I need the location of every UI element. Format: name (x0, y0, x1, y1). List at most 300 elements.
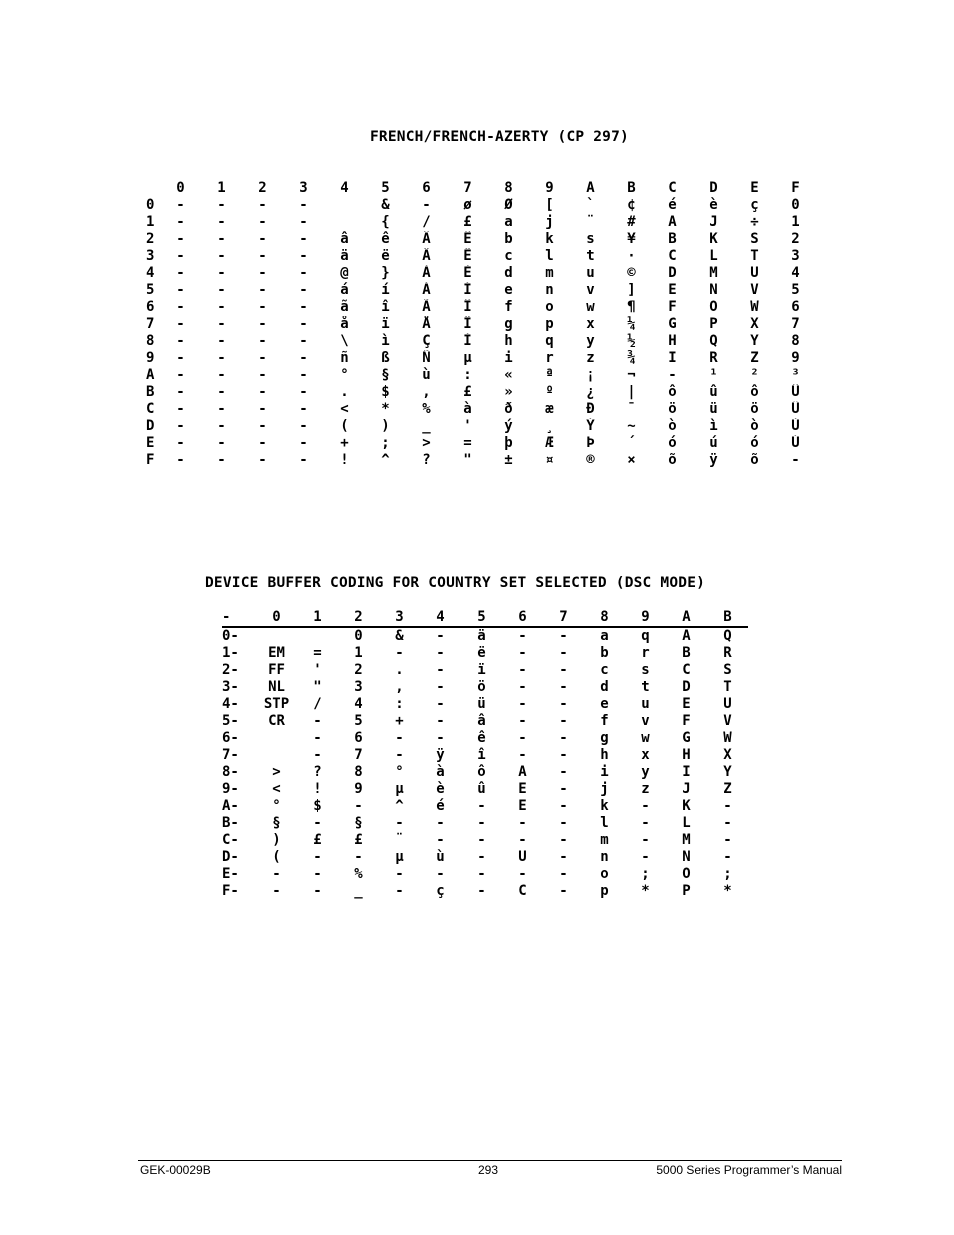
code-cell: ¹ (709, 367, 718, 383)
code-cell: x (641, 747, 650, 763)
code-cell: J (682, 781, 691, 797)
code-cell: p (600, 883, 609, 899)
table-row (146, 214, 816, 231)
code-cell: í (381, 282, 390, 298)
code-cell: - (518, 832, 527, 848)
code-cell: ° (272, 798, 281, 814)
code-cell: Ç (422, 333, 431, 349)
code-cell: - (176, 197, 185, 213)
column-header: 3 (299, 180, 308, 196)
code-cell: - (217, 265, 226, 281)
code-cell: { (381, 214, 390, 230)
code-cell: - (559, 679, 568, 695)
code-cell: û (709, 384, 718, 400)
code-cell: M (682, 832, 691, 848)
code-cell: 8 (791, 333, 800, 349)
row-header: 4- (222, 696, 239, 712)
code-cell: - (299, 316, 308, 332)
code-cell: D (682, 679, 691, 695)
code-cell: l (545, 248, 554, 264)
dsc-buffer-coding-table (222, 609, 748, 900)
code-cell: ? (422, 452, 431, 468)
code-cell: [ (545, 197, 554, 213)
column-header: 3 (379, 609, 420, 627)
code-cell: u (641, 696, 650, 712)
code-cell: d (600, 679, 609, 695)
code-cell: X (750, 316, 759, 332)
row-header: 5- (222, 713, 239, 729)
code-cell: m (545, 265, 554, 281)
code-cell: 4 (354, 696, 363, 712)
table-row (146, 299, 816, 316)
code-cell: 7 (791, 316, 800, 332)
code-cell: þ (504, 435, 513, 451)
table-row (222, 747, 748, 764)
code-cell: ´ (627, 435, 636, 451)
code-cell (324, 197, 365, 214)
code-cell: = (313, 645, 322, 661)
column-header: 0 (176, 180, 185, 196)
code-cell: Æ (545, 435, 554, 451)
code-cell: - (723, 849, 732, 865)
code-cell: * (723, 883, 732, 899)
code-cell: Ð (586, 401, 595, 417)
code-cell: - (477, 866, 486, 882)
code-cell: ë (477, 645, 486, 661)
code-cell: - (436, 645, 445, 661)
code-cell: - (258, 418, 267, 434)
code-cell: ð (504, 401, 513, 417)
code-cell: r (641, 645, 650, 661)
code-cell: â (340, 231, 349, 247)
code-cell: - (299, 231, 308, 247)
code-cell: - (477, 849, 486, 865)
code-cell: E (518, 798, 527, 814)
code-cell: - (299, 367, 308, 383)
code-cell: T (750, 248, 759, 264)
code-cell: E (518, 781, 527, 797)
code-cell: 8 (354, 764, 363, 780)
code-cell: - (176, 231, 185, 247)
code-cell: V (723, 713, 732, 729)
code-cell: - (176, 282, 185, 298)
code-cell: - (559, 883, 568, 899)
code-cell: - (723, 832, 732, 848)
code-cell: t (586, 248, 595, 264)
code-cell: - (299, 282, 308, 298)
column-header: 4 (340, 180, 349, 196)
code-cell: 6 (791, 299, 800, 315)
code-cell: Â (422, 231, 431, 247)
code-cell: v (586, 282, 595, 298)
code-cell: - (518, 679, 527, 695)
code-cell: - (217, 316, 226, 332)
column-header: 8 (504, 180, 513, 196)
row-header: 5 (146, 282, 155, 298)
code-cell: - (299, 401, 308, 417)
code-cell: - (723, 815, 732, 831)
code-cell: - (217, 214, 226, 230)
code-cell: V (750, 282, 759, 298)
code-cell: - (559, 662, 568, 678)
code-cell: ; (381, 435, 390, 451)
code-cell: × (627, 452, 636, 468)
footer-rule (138, 1160, 842, 1161)
code-cell: C (668, 248, 677, 264)
code-cell: - (299, 265, 308, 281)
code-cell: L (682, 815, 691, 831)
code-cell: - (299, 197, 308, 213)
code-cell (256, 627, 297, 645)
code-cell: 3 (791, 248, 800, 264)
code-cell: - (518, 747, 527, 763)
code-cell: - (559, 832, 568, 848)
column-header: 8 (584, 609, 625, 627)
code-cell: - (176, 214, 185, 230)
code-cell: # (627, 214, 636, 230)
code-cell: ° (340, 367, 349, 383)
table-row (222, 645, 748, 662)
code-cell: p (545, 316, 554, 332)
code-cell: - (641, 832, 650, 848)
column-header: 5 (381, 180, 390, 196)
row-header: 6- (222, 730, 239, 746)
code-cell: FF (268, 662, 285, 678)
code-cell: - (436, 713, 445, 729)
code-cell: ¶ (627, 299, 636, 315)
row-header: D- (222, 849, 239, 865)
table-row (146, 197, 816, 214)
code-cell: ý (504, 418, 513, 434)
code-cell: - (313, 866, 322, 882)
code-cell: - (299, 350, 308, 366)
code-cell: 2 (791, 231, 800, 247)
code-cell: v (641, 713, 650, 729)
code-cell: é (668, 197, 677, 213)
code-cell: ó (668, 435, 677, 451)
code-cell: - (176, 350, 185, 366)
code-cell: A (668, 214, 677, 230)
code-cell: - (176, 435, 185, 451)
code-cell: ò (668, 418, 677, 434)
code-cell: Ì (463, 333, 472, 349)
code-cell: q (641, 628, 650, 644)
code-cell: 0 (791, 197, 800, 213)
code-cell: x (586, 316, 595, 332)
code-cell (256, 730, 297, 747)
code-cell: - (559, 696, 568, 712)
table-row (146, 401, 816, 418)
code-cell: 1 (354, 645, 363, 661)
code-cell: - (258, 214, 267, 230)
row-header: 9 (146, 350, 155, 366)
code-cell: a (600, 628, 609, 644)
code-cell: K (682, 798, 691, 814)
code-cell: % (354, 866, 363, 882)
code-cell: - (258, 248, 267, 264)
code-cell: ÿ (709, 452, 718, 468)
code-cell: 5 (791, 282, 800, 298)
code-cell: h (600, 747, 609, 763)
code-cell: ¡ (586, 367, 595, 383)
code-cell: ¼ (627, 316, 636, 332)
code-cell: j (600, 781, 609, 797)
code-cell: - (299, 418, 308, 434)
code-cell: ï (381, 316, 390, 332)
table-row (222, 764, 748, 781)
code-cell: - (477, 815, 486, 831)
code-cell: - (668, 367, 677, 383)
table-row (146, 384, 816, 401)
code-cell: P (709, 316, 718, 332)
code-cell: m (600, 832, 609, 848)
code-cell: - (395, 866, 404, 882)
code-cell: - (559, 781, 568, 797)
code-cell: @ (340, 265, 349, 281)
code-cell: P (682, 883, 691, 899)
code-cell: I (668, 350, 677, 366)
table-row (146, 333, 816, 350)
table-row (222, 627, 748, 645)
code-cell: - (217, 197, 226, 213)
code-cell: - (395, 815, 404, 831)
code-cell: H (682, 747, 691, 763)
code-cell: õ (668, 452, 677, 468)
code-cell: - (258, 282, 267, 298)
code-cell: - (641, 815, 650, 831)
code-cell: STP (263, 696, 290, 712)
code-cell: ) (381, 418, 390, 434)
code-cell: ° (395, 764, 404, 780)
code-cell: Q (709, 333, 718, 349)
code-cell: U (723, 696, 732, 712)
column-header: E (750, 180, 759, 196)
code-cell: y (641, 764, 650, 780)
code-cell: î (381, 299, 390, 315)
column-header: F (791, 180, 800, 196)
code-cell: d (504, 265, 513, 281)
code-cell: % (422, 401, 431, 417)
column-header: 5 (461, 609, 502, 627)
code-cell: Ä (422, 248, 431, 264)
code-cell: ¾ (627, 350, 636, 366)
table1-title: FRENCH/FRENCH-AZERTY (CP 297) (370, 129, 629, 145)
code-cell: Ú (791, 435, 800, 451)
code-cell: - (641, 849, 650, 865)
code-cell: - (299, 452, 308, 468)
code-cell: ` (586, 197, 595, 213)
column-header: A (666, 609, 707, 627)
code-cell: - (176, 333, 185, 349)
code-cell: i (600, 764, 609, 780)
column-header: 7 (543, 609, 584, 627)
code-cell: = (463, 435, 472, 451)
code-cell: - (436, 696, 445, 712)
code-cell: - (217, 333, 226, 349)
code-cell: 9 (354, 781, 363, 797)
column-header: C (668, 180, 677, 196)
code-cell: - (436, 628, 445, 644)
code-cell: Ø (504, 197, 513, 213)
code-cell: - (217, 367, 226, 383)
code-cell: A (518, 764, 527, 780)
code-cell: e (600, 696, 609, 712)
row-header: 2- (222, 662, 239, 678)
code-cell: ÷ (750, 214, 759, 230)
code-cell: q (545, 333, 554, 349)
row-header: C- (222, 832, 239, 848)
code-cell: - (176, 401, 185, 417)
code-cell: - (477, 832, 486, 848)
column-header: 6 (502, 609, 543, 627)
footer-doc-id: GEK-00029B (140, 1163, 211, 1177)
code-cell: é (436, 798, 445, 814)
column-header: 4 (420, 609, 461, 627)
code-cell: n (600, 849, 609, 865)
code-cell: ' (463, 418, 472, 434)
code-cell: g (600, 730, 609, 746)
code-cell: - (217, 418, 226, 434)
code-cell: î (477, 747, 486, 763)
code-cell: ; (641, 866, 650, 882)
code-cell: - (217, 248, 226, 264)
code-cell: õ (750, 452, 759, 468)
code-cell: - (299, 248, 308, 264)
code-cell: } (381, 265, 390, 281)
code-cell: 3 (354, 679, 363, 695)
code-cell: - (258, 401, 267, 417)
code-cell: ì (381, 333, 390, 349)
code-cell: - (299, 214, 308, 230)
table-row (222, 849, 748, 866)
code-cell: NL (268, 679, 285, 695)
code-cell: ¨ (395, 832, 404, 848)
code-cell: < (272, 781, 281, 797)
column-header: 1 (217, 180, 226, 196)
code-cell: k (545, 231, 554, 247)
code-cell: - (176, 265, 185, 281)
code-cell: - (258, 435, 267, 451)
code-cell: \ (340, 333, 349, 349)
table1-corner (146, 180, 160, 197)
code-cell: E (682, 696, 691, 712)
code-cell: C (518, 883, 527, 899)
code-cell: - (559, 747, 568, 763)
code-cell: Ü (791, 401, 800, 417)
code-cell: S (723, 662, 732, 678)
code-cell: R (723, 645, 732, 661)
code-cell: À (422, 265, 431, 281)
row-header: E- (222, 866, 239, 882)
row-header: 1 (146, 214, 155, 230)
code-cell: L (709, 248, 718, 264)
column-header: B (627, 180, 636, 196)
code-cell: - (217, 231, 226, 247)
code-cell: 2 (354, 662, 363, 678)
code-cell: ] (627, 282, 636, 298)
row-header: B (146, 384, 155, 400)
row-header: F (146, 452, 155, 468)
code-cell: - (176, 384, 185, 400)
code-cell: ¢ (627, 197, 636, 213)
code-cell: - (258, 350, 267, 366)
code-cell: Ê (463, 231, 472, 247)
code-cell: ö (750, 401, 759, 417)
code-cell: ³ (791, 367, 800, 383)
code-cell: - (258, 333, 267, 349)
code-cell: à (436, 764, 445, 780)
code-cell: w (641, 730, 650, 746)
code-cell: K (709, 231, 718, 247)
code-cell: t (641, 679, 650, 695)
code-cell: " (463, 452, 472, 468)
code-cell: f (600, 713, 609, 729)
code-cell: ® (586, 452, 595, 468)
code-cell: Q (723, 628, 732, 644)
row-header: E (146, 435, 155, 451)
code-cell: ü (709, 401, 718, 417)
column-header: 7 (463, 180, 472, 196)
table-row (146, 418, 816, 435)
code-cell: - (436, 679, 445, 695)
code-cell: ! (340, 452, 349, 468)
code-cell: A (682, 628, 691, 644)
code-cell: X (723, 747, 732, 763)
code-cell: 0 (354, 628, 363, 644)
code-cell: f (504, 299, 513, 315)
code-cell: ¥ (627, 231, 636, 247)
table-row (146, 282, 816, 299)
table-row (222, 866, 748, 883)
code-cell: ò (750, 418, 759, 434)
code-cell: ø (463, 197, 472, 213)
code-cell: - (436, 815, 445, 831)
code-cell: - (217, 435, 226, 451)
code-cell: n (545, 282, 554, 298)
code-cell: - (559, 849, 568, 865)
code-cell: - (272, 866, 281, 882)
code-cell: - (313, 849, 322, 865)
code-cell: ) (272, 832, 281, 848)
code-cell: T (723, 679, 732, 695)
code-cell: + (340, 435, 349, 451)
code-cell: - (559, 713, 568, 729)
code-cell: b (600, 645, 609, 661)
code-cell: F (668, 299, 677, 315)
code-cell (256, 747, 297, 764)
code-cell: - (436, 832, 445, 848)
code-cell: ô (750, 384, 759, 400)
table-row (146, 316, 816, 333)
code-cell: B (668, 231, 677, 247)
code-cell: H (668, 333, 677, 349)
code-cell: _ (422, 418, 431, 434)
code-cell: - (313, 730, 322, 746)
code-cell: D (668, 265, 677, 281)
row-header: 8 (146, 333, 155, 349)
code-cell: » (504, 384, 513, 400)
code-cell (324, 214, 365, 231)
code-cell: - (176, 367, 185, 383)
code-cell: ! (313, 781, 322, 797)
column-header: A (586, 180, 595, 196)
table-row (146, 435, 816, 452)
code-cell: - (258, 367, 267, 383)
row-header: 8- (222, 764, 239, 780)
code-cell: l (600, 815, 609, 831)
code-cell: / (422, 214, 431, 230)
code-cell: Z (723, 781, 732, 797)
